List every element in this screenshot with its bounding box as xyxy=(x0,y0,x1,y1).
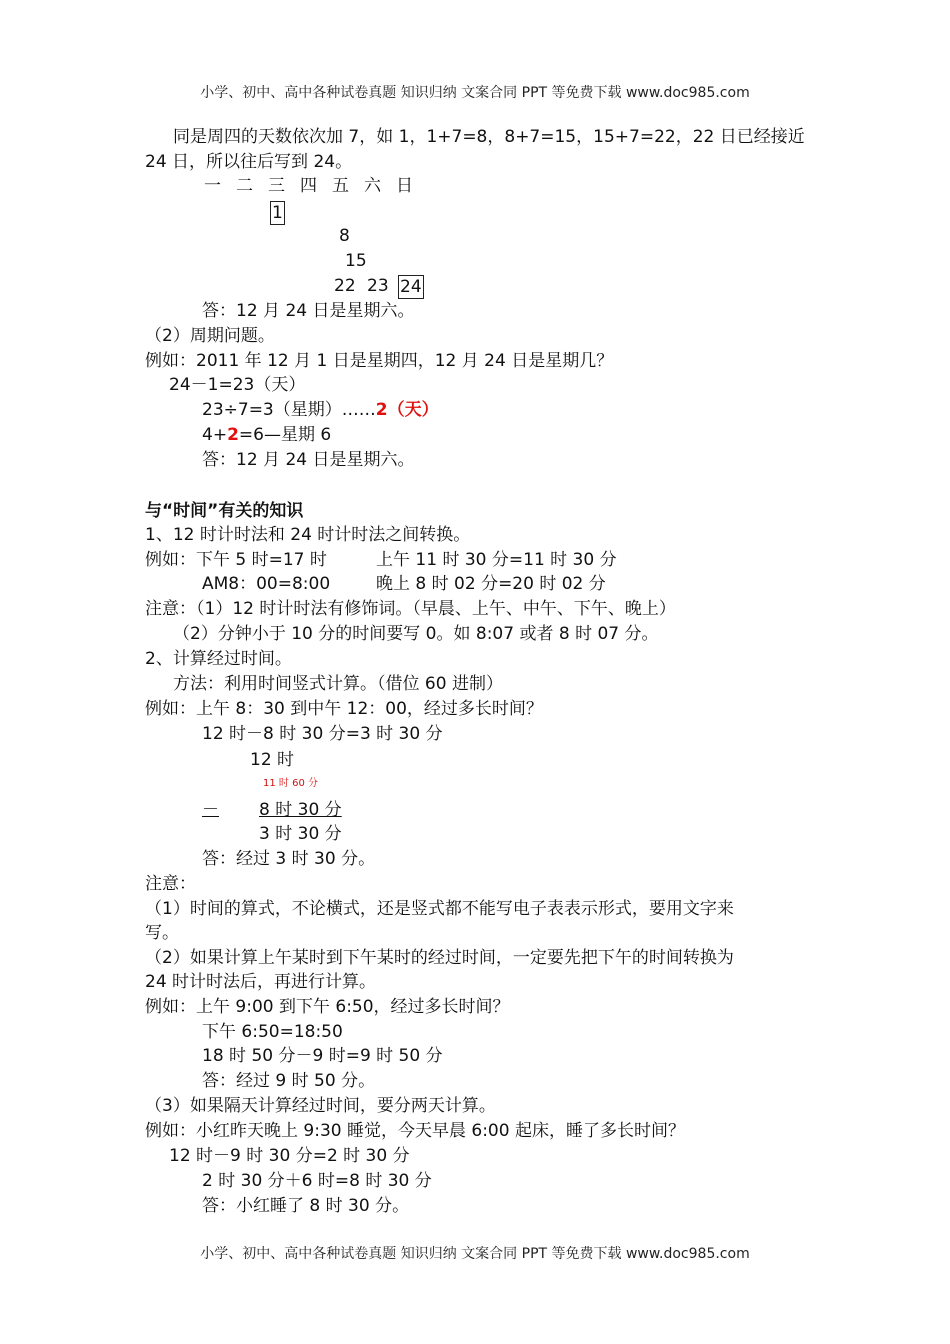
calendar-day: 8 xyxy=(339,226,350,246)
note-text: 注意：（1）12 时计时法有修饰词。（早晨、上午、中午、下午、晚上） xyxy=(145,599,676,619)
calendar-day: 15 xyxy=(345,251,367,271)
paragraph-line: 同是周四的天数依次加 7，如 1，1+7=8，8+7=15，15+7=22，22 日已经接近 xyxy=(173,127,805,147)
vertical-top: 12 时 xyxy=(250,750,295,770)
list-item: 2、计算经过时间。 xyxy=(145,649,292,669)
paragraph-line: 24 日，所以往后写到 24。 xyxy=(145,152,353,172)
note-text: 24 时计时法后，再进行计算。 xyxy=(145,972,377,992)
calendar-day: 23 xyxy=(367,276,389,296)
example-text: 例如：上午 9:00 到下午 6:50，经过多长时间？ xyxy=(145,997,510,1017)
calendar-day-boxed: 1 xyxy=(272,203,283,223)
minus-sign: － xyxy=(202,800,219,820)
calc-text: 4+ xyxy=(202,425,228,445)
note-text: （1）时间的算式，不论横式，还是竖式都不能写电子表表示形式，要用文字来 xyxy=(145,899,734,919)
calc-step: 18 时 50 分－9 时=9 时 50 分 xyxy=(202,1046,443,1066)
example-text: 例如：2011 年 12 月 1 日是星期四，12 月 24 日是星期几？ xyxy=(145,351,614,371)
weekday-label: 六 xyxy=(364,176,381,196)
note-title: 注意： xyxy=(145,874,196,894)
answer-text: 答：12 月 24 日是星期六。 xyxy=(202,450,415,470)
example-text: 晚上 8 时 02 分=20 时 02 分 xyxy=(376,574,606,594)
answer-text: 答：小红睡了 8 时 30 分。 xyxy=(202,1196,410,1216)
page-header: 小学、初中、高中各种试卷真题 知识归纳 文案合同 PPT 等免费下载 www.doc985.com xyxy=(200,85,750,101)
answer-text: 答：12 月 24 日是星期六。 xyxy=(202,301,415,321)
note-text: 写。 xyxy=(145,923,179,943)
calc-text: 23÷7=3（星期）…… xyxy=(202,400,376,420)
answer-text: 答：经过 3 时 30 分。 xyxy=(202,849,376,869)
answer-text: 答：经过 9 时 50 分。 xyxy=(202,1071,376,1091)
calendar-day: 22 xyxy=(334,276,356,296)
section-heading: 与“时间”有关的知识 xyxy=(145,501,304,521)
remainder-highlight: 2 xyxy=(227,425,239,445)
calc-text: =6—星期 6 xyxy=(238,425,332,445)
weekday-label: 日 xyxy=(396,176,413,196)
remainder-highlight: 2（天） xyxy=(375,400,439,420)
weekday-label: 一 xyxy=(204,176,221,196)
calc-step: 12 时－9 时 30 分=2 时 30 分 xyxy=(169,1146,410,1166)
vertical-subtrahend: 8 时 30 分 xyxy=(259,800,342,820)
note-text: （3）如果隔天计算经过时间，要分两天计算。 xyxy=(145,1096,496,1116)
weekday-label: 四 xyxy=(300,176,317,196)
example-text: 上午 11 时 30 分=11 时 30 分 xyxy=(376,550,617,570)
note-text: （2）如果计算上午某时到下午某时的经过时间，一定要先把下午的时间转换为 xyxy=(145,948,734,968)
vertical-subtrahend-row xyxy=(202,799,342,821)
example-text: 例如：下午 5 时=17 时 xyxy=(145,550,327,570)
example-text: 例如：上午 8：30 到中午 12：00，经过多长时间？ xyxy=(145,699,543,719)
weekday-label: 三 xyxy=(268,176,285,196)
vertical-result: 3 时 30 分 xyxy=(259,824,342,844)
note-text: （2）分钟小于 10 分的时间要写 0。如 8:07 或者 8 时 07 分。 xyxy=(173,624,659,644)
list-item: 1、12 时计时法和 24 时计时法之间转换。 xyxy=(145,525,471,545)
calc-step: 2 时 30 分＋6 时=8 时 30 分 xyxy=(202,1171,432,1191)
calc-step: 12 时－8 时 30 分=3 时 30 分 xyxy=(202,724,443,744)
calc-step: 下午 6:50=18:50 xyxy=(202,1022,343,1042)
section-title: （2）周期问题。 xyxy=(145,326,275,346)
calendar-day-boxed: 24 xyxy=(400,277,422,297)
example-text: AM8：00=8:00 xyxy=(202,574,331,594)
calc-step xyxy=(202,399,439,421)
weekday-label: 二 xyxy=(236,176,253,196)
example-text: 例如：小红昨天晚上 9:30 睡觉，今天早晨 6:00 起床，睡了多长时间？ xyxy=(145,1121,685,1141)
weekday-label: 五 xyxy=(332,176,349,196)
borrow-note: 11 时 60 分 xyxy=(263,778,318,789)
page-footer: 小学、初中、高中各种试卷真题 知识归纳 文案合同 PPT 等免费下载 www.doc985.com xyxy=(200,1246,750,1262)
calc-step: 24－1=23（天） xyxy=(169,375,306,395)
calc-step xyxy=(202,424,331,446)
method-text: 方法：利用时间竖式计算。（借位 60 进制） xyxy=(173,674,503,694)
